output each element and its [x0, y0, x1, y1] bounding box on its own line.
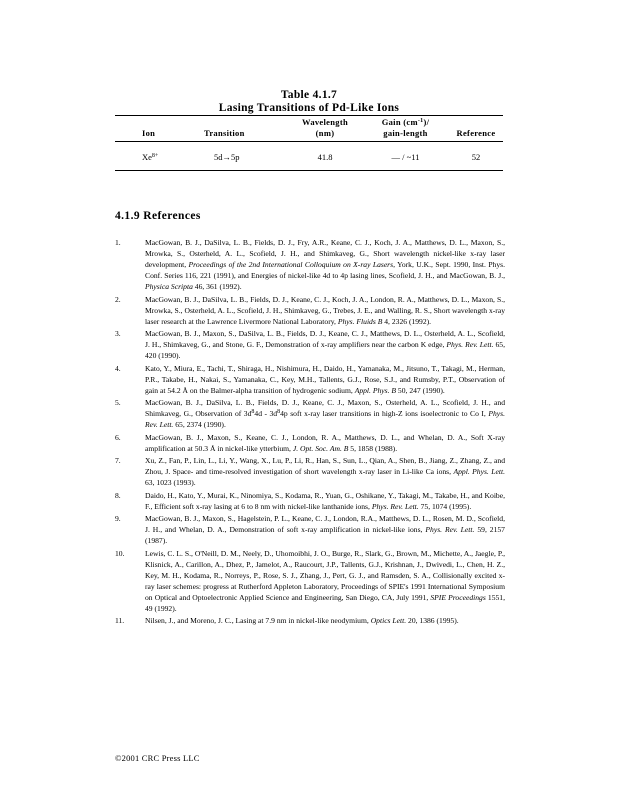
reference-item: [115, 455, 505, 488]
reference-segment: 4d - 3d: [254, 409, 278, 418]
reference-text: [145, 455, 505, 488]
header-wavelength-line1: Wavelength: [302, 117, 348, 127]
reference-segment: , York, U.K., Sept. 1990, Inst. Phys. Conf. Series 116, 221 (1991), and Energies of nickel-like 4d to 4p lasing lines, Scofield, J. H., and MacGowan, B. J.,: [145, 260, 506, 280]
reference-text: [145, 490, 505, 512]
reference-segment: 63, 1023 (1993).: [145, 478, 196, 487]
reference-number: 6.: [115, 432, 121, 442]
reference-segment: 50, 247 (1990).: [396, 385, 445, 395]
reference-item: [115, 328, 505, 361]
cell-reference: 52: [471, 152, 481, 162]
header-gain-line1: [373, 117, 438, 127]
reference-text: [145, 294, 505, 327]
reference-journal: J. Opt. Soc. Am. B: [292, 443, 349, 453]
reference-segment: 8: [251, 409, 255, 415]
reference-segment: 20, 1386 (1995).: [406, 616, 459, 625]
reference-segment: 59, 2157 (1987).: [145, 525, 505, 545]
reference-text: [145, 513, 505, 546]
reference-segment: MacGowan, B. J., Maxon, S., DaSilva, L. B., Fields, D. J., Keane, C. J., Matthews, D. L., Osterheld, A. L., Scofield, J. H., Shimkaveg, G., and Stone, G. F., Demonstration of x-ray amplifiers near the carbon K edge,: [145, 329, 505, 349]
reference-item: [115, 490, 505, 512]
reference-segment: 75, 1074 (1995).: [418, 501, 472, 511]
header-wavelength-line2: (nm): [315, 128, 335, 138]
reference-journal: Phys. Rev. Lett.: [145, 409, 505, 429]
reference-item: [115, 237, 505, 292]
reference-item: [115, 548, 505, 614]
header-ion: Ion: [142, 128, 156, 138]
reference-text: [145, 432, 505, 454]
reference-segment: 65, 2374 (1990).: [173, 420, 226, 429]
reference-text: [145, 363, 505, 396]
table-top-rule: [115, 115, 503, 116]
reference-journal: Proceedings of the 2nd International Colloquium on X-ray Lasers: [188, 260, 394, 269]
reference-journal: Phys. Rev. Lett.: [446, 340, 494, 349]
reference-segment: 46, 361 (1992).: [192, 282, 242, 291]
cell-ion-base: Xe: [142, 152, 152, 162]
header-gain-sup: -1: [417, 118, 424, 124]
reference-journal: Phys. Fluids B: [337, 316, 383, 326]
table-number: Table 4.1.7: [280, 89, 338, 101]
section-heading: 4.1.9 References: [115, 210, 201, 222]
reference-item: [115, 615, 505, 626]
reference-segment: 8: [277, 409, 281, 415]
reference-segment: Nilsen, J., and Moreno, J. C., Lasing at 7.9 nm in nickel-like neodymium,: [145, 616, 371, 625]
reference-text: [145, 237, 505, 292]
header-transition: Transition: [204, 128, 245, 138]
reference-number: 1.: [115, 238, 121, 247]
reference-number: 10.: [115, 548, 125, 558]
table-bottom-rule: [115, 170, 503, 171]
copyright-footer: ©2001 CRC Press LLC: [115, 753, 200, 763]
reference-item: [115, 432, 505, 454]
reference-segment: 5, 1858 (1988).: [348, 443, 398, 453]
reference-item: [115, 363, 505, 396]
reference-segment: MacGowan, B. J., DaSilva, L. B., Fields, D. J., Fry, A.R., Keane, C. J., Koch, J. A., Matthews, D. L., Maxon, S., Mrowka, S., Osterheld, A. L., Scofield, J. H., and Shimkaveg, G., Short wavelength nickel-like x-ray laser development,: [145, 238, 505, 269]
table-header-rule: [115, 141, 503, 142]
reference-item: [115, 397, 505, 430]
reference-number: 9.: [115, 514, 121, 523]
reference-text: [145, 615, 505, 626]
reference-journal: Phys. Rev. Lett.: [371, 501, 419, 511]
reference-journal: Physica Scripta: [145, 282, 193, 291]
reference-segment: 4, 2326 (1992).: [382, 316, 432, 326]
reference-segment: Daido, H., Kato, Y., Murai, K., Ninomiya, S., Kodama, R., Yuan, G., Oshikane, Y., Takagi, M., Takabe, H., and Koibe, F., Efficient soft x-ray lasing at 6 to 8 nm with nickel-like lanthanide ions,: [145, 490, 505, 511]
reference-text: [145, 328, 505, 361]
reference-text: [145, 397, 505, 430]
reference-number: 11.: [115, 616, 125, 625]
reference-number: 7.: [115, 456, 121, 465]
table-caption: Lasing Transitions of Pd-Like Ions: [218, 101, 400, 114]
reference-number: 5.: [115, 398, 121, 407]
reference-segment: MacGowan, B. J., DaSilva, L. B., Fields, D. J., Keane, C. J., Koch, J. A., London, R. A., Matthews, D. L., Maxon, S., Mrowka, S., Osterheld, A. L., Scofield, J. H., Shimkaveg, G., Trebes, J. E., and Walling, R. S., Short wavelength x-ray laser research at the Lawrence Livermore National Laboratory,: [145, 294, 505, 326]
cell-transition: 5d→5p: [214, 152, 240, 162]
reference-segment: MacGowan, B. J., Maxon, S., Keane, C. J., London, R. A., Matthews, D. L., and Whelan, D. A., Soft X-ray amplification at 50.3 Å in nickel-like ytterbium,: [145, 432, 505, 453]
cell-gain: — / ~11: [391, 152, 420, 162]
reference-item: [115, 294, 505, 327]
reference-segment: MacGowan, B. J., DaSilva, L. B., Fields, D. J., Keane, C. J., Maxon, S., Osterheld, A. L., Scofield, J. H., and Shimkaveg, G., Observation of 3d: [145, 398, 505, 418]
cell-wavelength: 41.8: [317, 152, 333, 162]
cell-ion-sup: 8+: [151, 153, 159, 159]
header-gain-post: )/: [423, 117, 430, 127]
reference-number: 3.: [115, 329, 121, 338]
reference-journal: Appl. Phys. Lett.: [453, 467, 505, 476]
reference-journal: Phys. Rev. Lett.: [425, 525, 475, 534]
reference-segment: Xu, Z., Fan, P., Lin, L., Li, Y., Wang, X., Lu, P., Li, R., Han, S., Sun, L., Qian, A., Shen, B., Jiang, Z., Zhang, Z., and Zhou, J. Space- and time-resolved investigation of short wavelength x-ray laser in Li-like Ca ions,: [145, 456, 505, 476]
reference-number: 4.: [115, 363, 121, 373]
reference-number: 8.: [115, 490, 121, 500]
reference-text: [145, 548, 505, 614]
reference-segment: Lewis, C. L. S., O'Neill, D. M., Neely, D., Uhomoibhi, J. O., Burge, R., Slark, G., Brown, M., Michette, A., Jaegle, P., Klisnick, A., Carillon, A., Dhez, P., Jamelot, A., Raucourt, J.P., Tallents, G.J., Krishnan, J., Dwivedi, L., Chen, H. Z., Key, M. H., Kodama, R., Norreys, P., Rose, S. J., Zhang, J., Pert, G. J., and Ramsden, S. A., Collisionally excited x-ray laser schemes: progress at Rutherford Appleton Laboratory, Proceedings of SPIE's 1991 International Symposium on Optical and Optoelectronic Applied Science and Engineering, San Diego, CA, July 1991,: [145, 548, 505, 602]
header-gain-line2: gain-length: [383, 128, 428, 138]
reference-journal: Optics Lett.: [370, 616, 407, 625]
reference-journal: SPIE Proceedings: [430, 592, 486, 602]
header-reference: Reference: [456, 128, 496, 138]
reference-segment: 1551, 49 (1992).: [145, 592, 505, 613]
header-gain-pre: Gain (cm: [381, 117, 418, 127]
reference-number: 2.: [115, 294, 121, 304]
reference-segment: 65, 420 (1990).: [145, 340, 506, 360]
cell-ion: [142, 152, 158, 162]
reference-segment: MacGowan, B. J., Maxon, S., Hagelstein, P. L., Keane, C. J., London, R.A., Matthews, D. L., Rosen, M. D., Scofield, J. H., and Whelan, D. A., Demonstration of soft x-ray amplification in nickel-like ions,: [145, 514, 505, 534]
references-list: [115, 237, 505, 628]
reference-item: [115, 513, 505, 546]
reference-journal: Appl. Phys. B: [354, 385, 397, 395]
table-title: [115, 89, 503, 114]
reference-segment: Kato, Y., Miura, E., Tachi, T., Shiraga, H., Nishimura, H., Daido, H., Yamanaka, M., Jitsuno, T., Takagi, M., Herman, P.R., Takabe, H., Nakai, S., Yamanaka, C., Key, M.H., Tallents, G.J., Rose, S.J., and Rumsby, P.T., Observation of gain at 54.2 Å on the Balmer-alpha transition of hydrogenic sodium,: [145, 363, 505, 395]
reference-segment: 4p soft x-ray laser transitions in high-Z ions isoelectronic to Co I,: [280, 409, 489, 418]
